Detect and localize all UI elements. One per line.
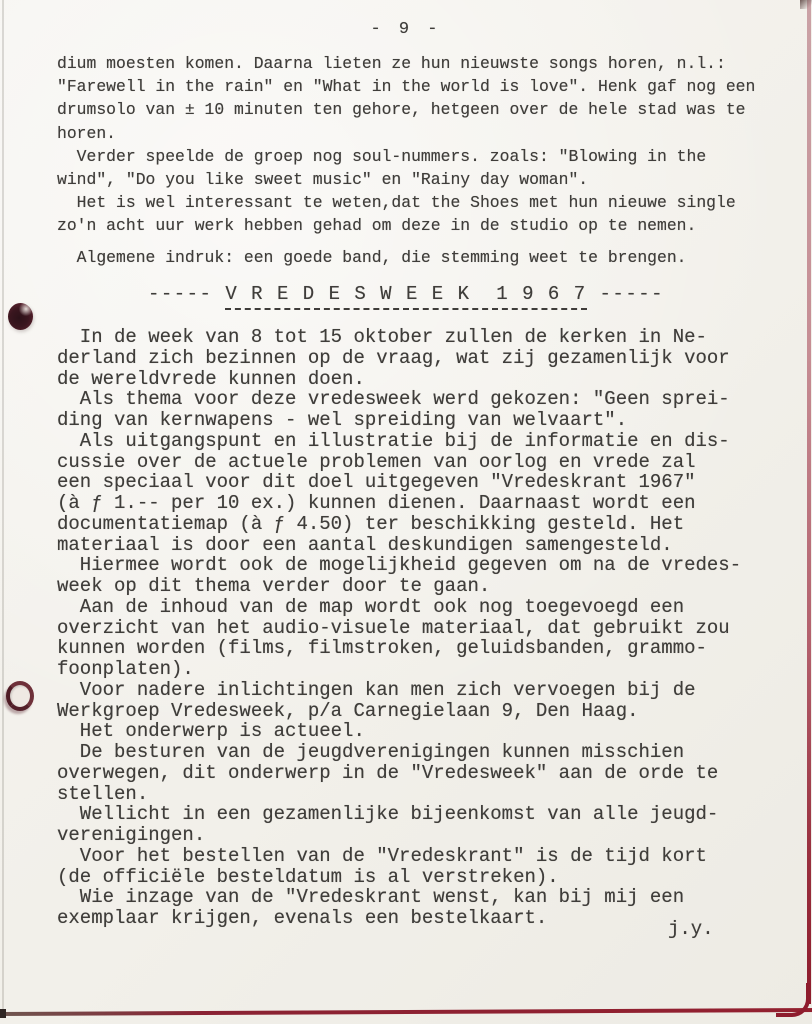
text-line: materiaal is door een aantal deskundigen samengesteld.: [57, 533, 673, 556]
text-line: zo'n acht uur werk hebben gehad om deze in de studio op te nemen.: [57, 216, 697, 236]
text-line: Aan de inhoud van de map wordt ook nog toegevoegd een: [57, 595, 685, 618]
text-line: overwegen, dit onderwerp in de "Vredesweek" aan de orde te: [57, 761, 719, 784]
text-line: Wellicht in een gezamenlijke bijeenkomst van alle jeugd-: [57, 803, 719, 826]
text-line: overzicht van het audio-visuele materiaal, dat gebruikt zou: [57, 616, 730, 639]
heading-title: V R E D E S W E E K 1 9 6 7: [225, 283, 586, 310]
text-line: horen.: [57, 123, 117, 143]
text-line: De besturen van de jeugdverenigingen kunnen misschien: [57, 741, 685, 763]
text-line: Als uitgangspunt en illustratie bij de informatie en dis-: [57, 429, 730, 452]
text-line: Verder speelde de groep nog soul-nummers. zoals: "Blowing in the: [57, 146, 707, 166]
binder-right-edge: [807, 0, 811, 1004]
text-line: kunnen worden (films, filmstroken, geluidsbanden, grammo-: [57, 637, 707, 660]
heading-dashes-left: -----: [147, 283, 226, 305]
text-line: Voor nadere inlichtingen kan men zich vervoegen bij de: [57, 678, 696, 701]
page-number: - 9 -: [370, 20, 442, 39]
text-line: Wie inzage van de "Vredeskrant wenst, kan bij mij een: [57, 886, 685, 909]
text-line: foonplaten).: [57, 658, 194, 680]
text-line: cussie over de actuele problemen van oorlog en vrede zal: [57, 450, 696, 473]
text-line: (à ƒ 1.-- per 10 ex.) kunnen dienen. Daarnaast wordt een: [57, 492, 696, 514]
page-corner-top-right-shadow: [800, 0, 812, 9]
heading-dashes-right: -----: [586, 283, 665, 305]
text-line: Hiermee wordt ook de mogelijkheid gegeven om na de vredes-: [57, 554, 742, 577]
text-line: week op dit thema verder door te gaan.: [57, 575, 491, 597]
text-line: Het onderwerp is actueel.: [57, 720, 365, 743]
article-vredesweek: [57, 327, 741, 929]
text-line: drumsolo van ± 10 minuten ten gehore, hetgeen over de hele stad was te: [57, 100, 746, 120]
text-line: de wereldvrede kunnen doen.: [57, 367, 365, 390]
text-line: dium moesten komen. Daarna lieten ze hun nieuwste songs horen, n.l.:: [57, 54, 726, 73]
text-line: documentatiemap (à ƒ 4.50) ter beschikking gesteld. Het: [57, 512, 685, 535]
text-line: Voor het bestellen van de "Vredeskrant" is de tijd kort: [57, 844, 707, 867]
page-corner-bottom-left-notch: [0, 1009, 6, 1018]
binder-bottom-edge: [0, 1008, 812, 1016]
text-line: (de officiële besteldatum is al verstreken).: [57, 865, 559, 888]
section-heading-vredesweek-1967: [0, 283, 812, 305]
page-left-edge: [2, 0, 4, 1016]
text-line: wind", "Do you like sweet music" en "Rainy day woman".: [57, 170, 589, 190]
author-initials: j.y.: [668, 918, 714, 940]
hole-punch-top: [8, 303, 33, 330]
article-shoes-review: [57, 52, 755, 269]
text-line: ding van kernwapens - wel spreiding van welvaart".: [57, 409, 628, 431]
text-line: Het is wel interessant te weten,dat the Shoes met hun nieuwe single: [57, 193, 736, 213]
text-line: derland zich bezinnen op de vraag, wat zij gezamenlijk voor: [57, 346, 730, 369]
text-line: In de week van 8 tot 15 oktober zullen de kerken in Ne-: [57, 326, 707, 348]
text-line: Algemene indruk: een goede band, die stemming weet te brengen.: [57, 247, 687, 267]
text-line: Als thema voor deze vredesweek werd gekozen: "Geen sprei-: [57, 388, 730, 411]
text-line: een speciaal voor dit doel uitgegeven "Vredeskrant 1967": [57, 471, 696, 494]
text-line: "Farewell in the rain" en "What in the world is love". Henk gaf nog een: [57, 77, 756, 97]
text-line: verenigingen.: [57, 824, 206, 846]
hole-punch-bottom: [6, 681, 34, 711]
text-line: exemplaar krijgen, evenals een bestelkaart.: [57, 907, 548, 929]
text-line: Werkgroep Vredesweek, p/a Carnegielaan 9, Den Haag.: [57, 699, 639, 722]
text-line: stellen.: [57, 782, 149, 805]
